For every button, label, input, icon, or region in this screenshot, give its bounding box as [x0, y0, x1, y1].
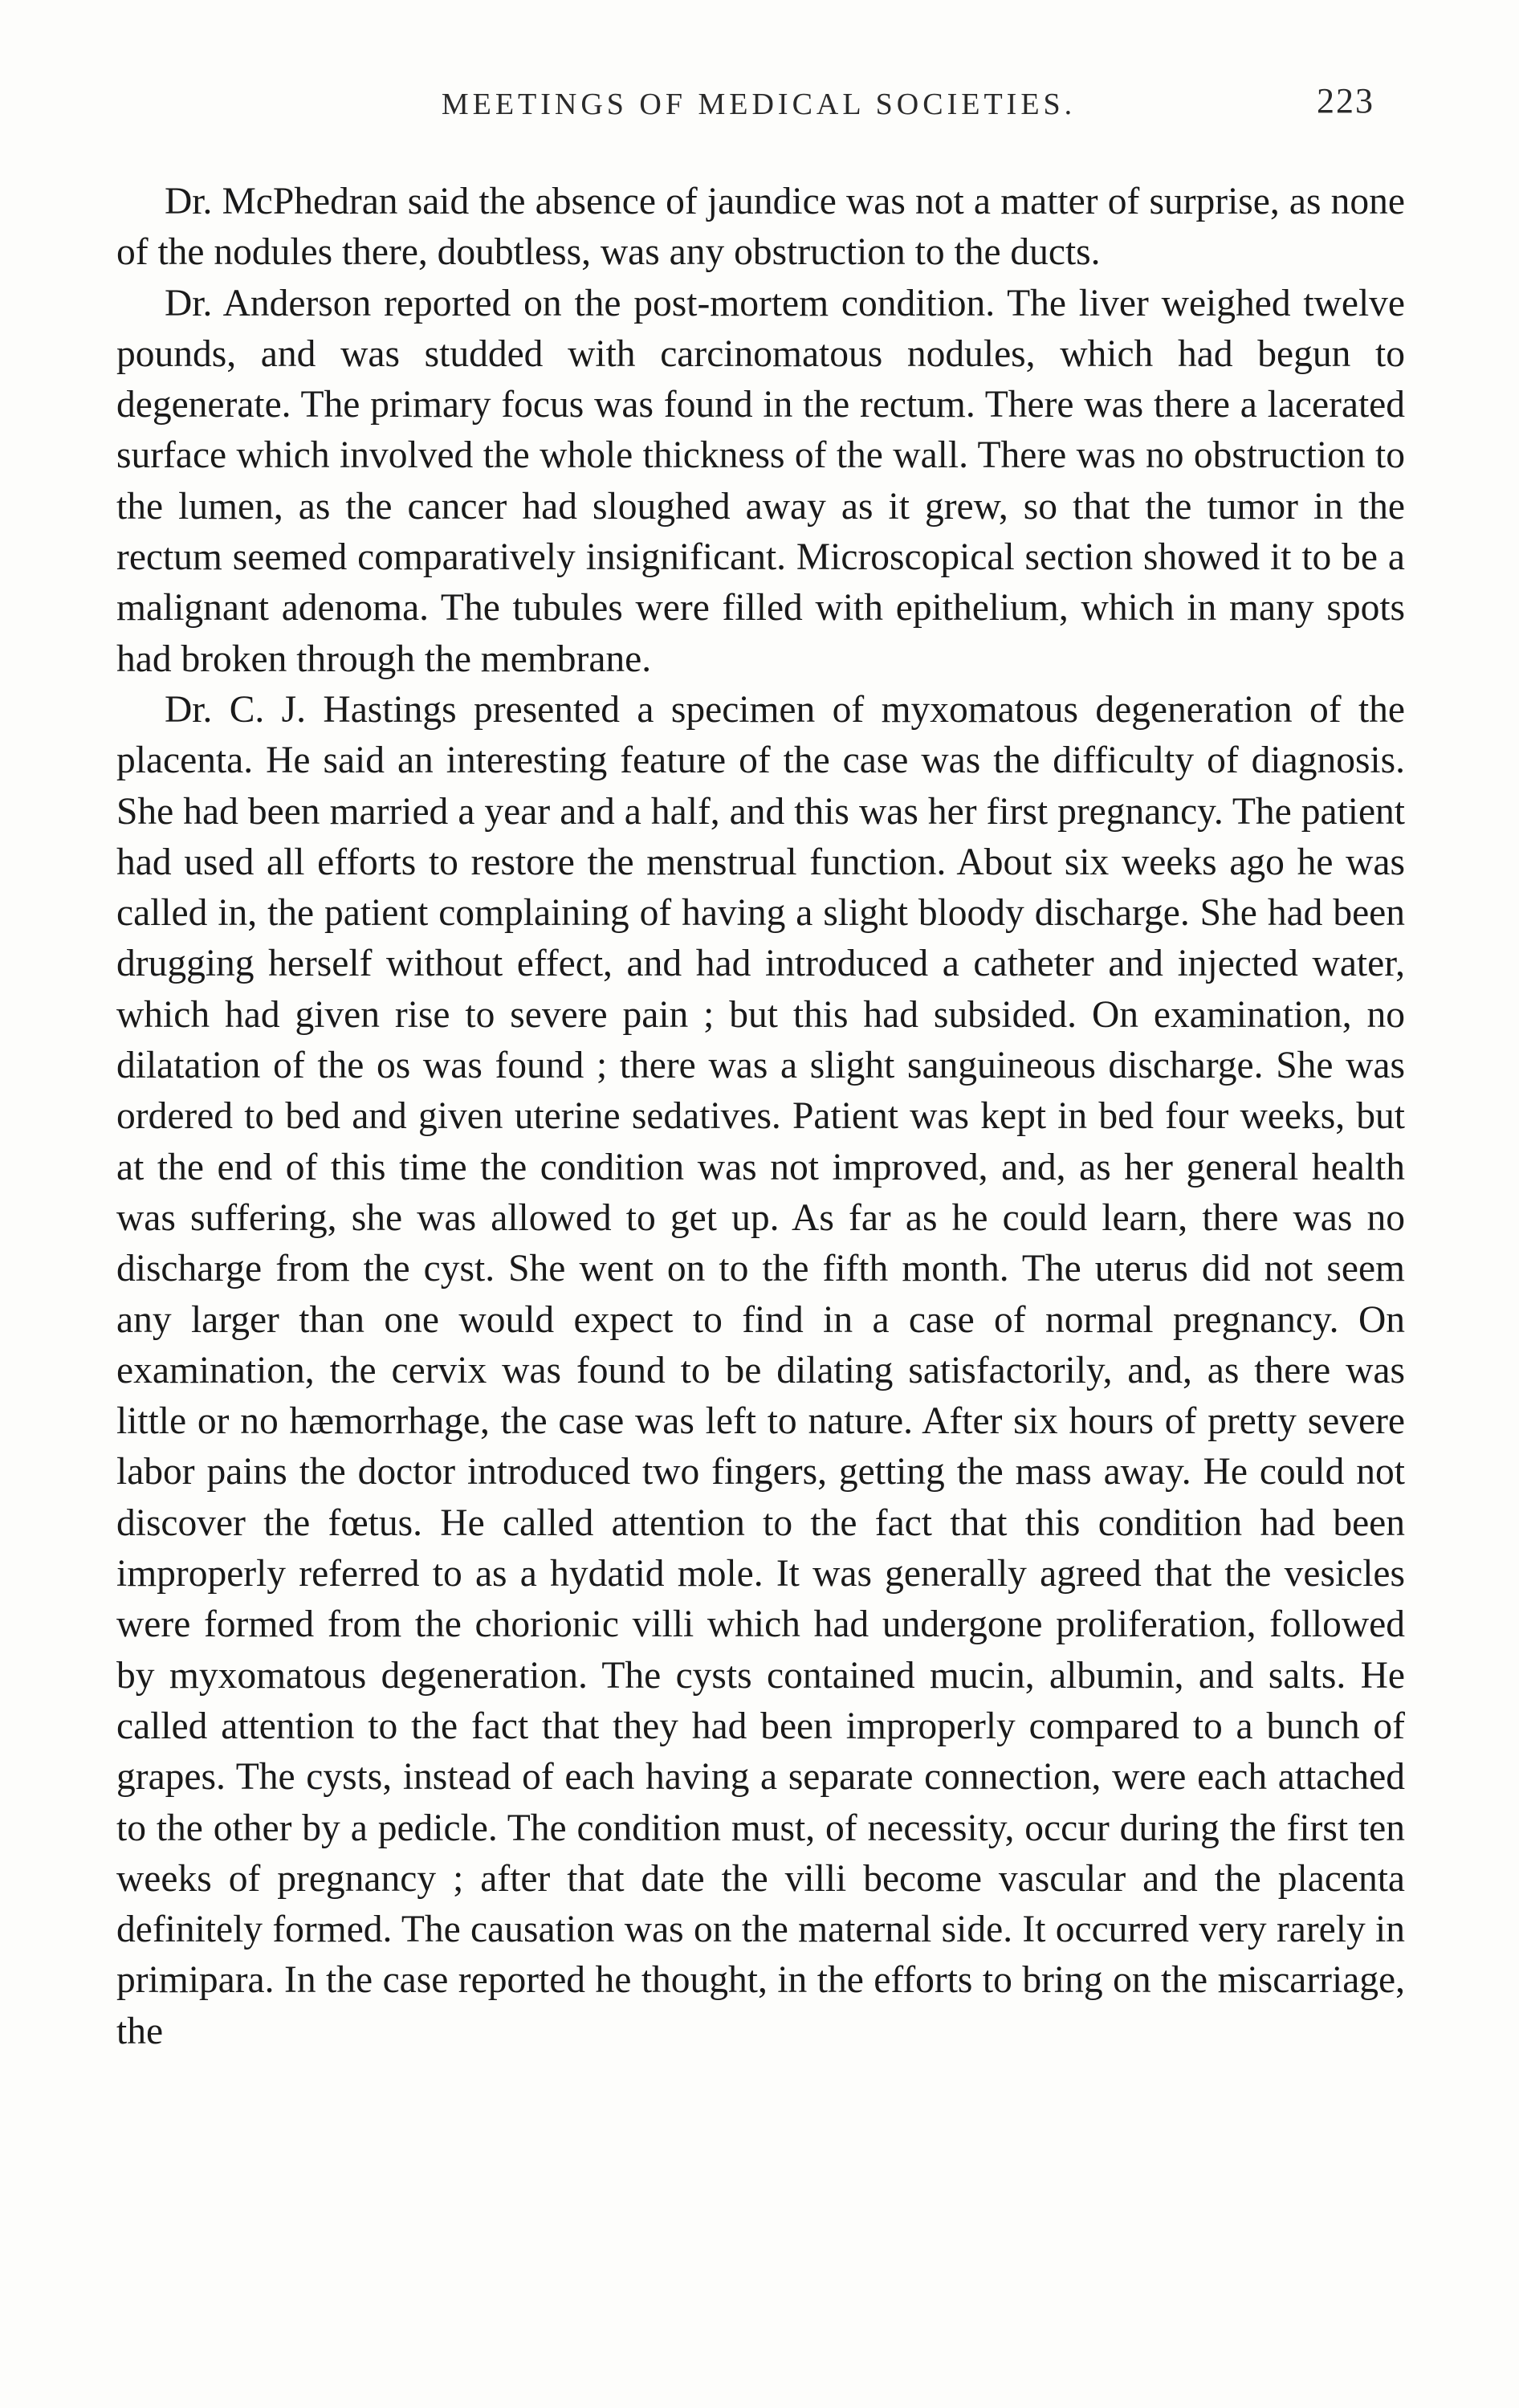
paragraph-anderson: Dr. Anderson reported on the post-mortem condition. The liver weighed twelve pounds, and was studded with carcinomatous nodules, which had begun to degenerate. The primary focus was found in the rectum. There was there a lacerated surface which involved the whole thickness of the wall. There was no obstruction to the lumen, as the cancer had sloughed away as it grew, so that the tumor in the rectum seemed comparatively insignificant. Microscopical section showed it to be a malignant adenoma. The tubules were filled with epithelium, which in many spots had broken through the membrane. [116, 282, 1405, 680]
paragraph-mcphedran: Dr. McPhedran said the absence of jaundice was not a matter of surprise, as none of the nodules there, doubtless, was any obstruction to the ducts. [116, 181, 1405, 274]
body-text [116, 177, 1405, 2057]
running-head: MEETINGS OF MEDICAL SOCIETIES. [441, 88, 1077, 121]
page-number: 223 [1317, 81, 1374, 120]
paragraph-hastings: Dr. C. J. Hastings presented a specimen of myxomatous degeneration of the placenta. He said an interesting feature of the case was the difficulty of diagnosis. She had been married a year and a half, and this was her first pregnancy. The patient had used all efforts to restore the menstrual function. About six weeks ago he was called in, the patient complaining of having a slight bloody discharge. She had been drugging herself without effect, and had introduced a catheter and injected water, which had given rise to severe pain ; but this had subsided. On examination, no dilatation of the os was found ; there was a slight sanguineous discharge. She was ordered to bed and given uterine sedatives. Patient was kept in bed four weeks, but at the end of this time the condition was not improved, and, as her general health was suffering, she was allowed to get up. As far as he could learn, there was no discharge from the cyst. She went on to the fifth month. The uterus did not seem any larger than one would expect to find in a case of normal pregnancy. On examination, the cervix was found to be dilating satisfactorily, and, as there was little or no hæmorrhage, the case was left to nature. After six hours of pretty severe labor pains the doctor introduced two fingers, getting the mass away. He could not discover the fœtus. He called attention to the fact that this condition had been improperly referred to as a hydatid mole. It was generally agreed that the vesicles were formed from the chorionic villi which had undergone proliferation, followed by myxomatous degeneration. The cysts contained mucin, albumin, and salts. He called attention to the fact that they had been improperly compared to a bunch of grapes. The cysts, instead of each having a separate connection, were each attached to the other by a pedicle. The condition must, of necessity, occur during the first ten weeks of pregnancy ; after that date the villi become vascular and the placenta definitely formed. The causation was on the maternal side. It occurred very rarely in primipara. In the case reported he thought, in the efforts to bring on the miscarriage, the [116, 688, 1405, 2052]
